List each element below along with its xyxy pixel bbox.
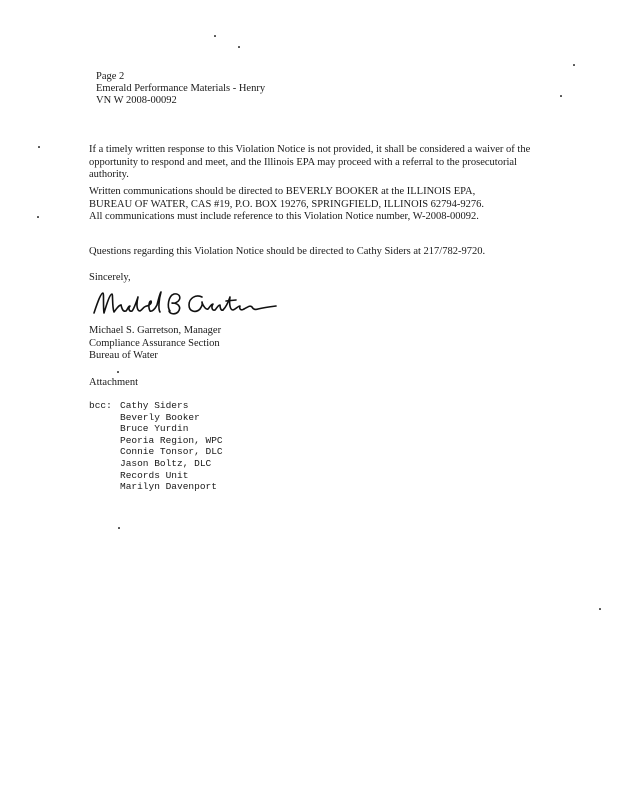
scan-speck xyxy=(38,146,40,148)
paragraph-response-waiver: If a timely written response to this Violation Notice is not provided, it shall be considered a waiver of the opportunity to respond and meet, and the Illinois EPA may proceed with a referral to the prosecutorial authority. xyxy=(89,144,531,180)
closing-salutation: Sincerely, xyxy=(89,272,131,283)
scan-speck xyxy=(117,371,119,373)
signer-section: Compliance Assurance Section xyxy=(89,337,220,349)
bcc-recipient: Records Unit xyxy=(120,469,189,481)
page-header xyxy=(96,71,265,107)
paragraph-written-communications xyxy=(89,186,549,224)
attachment-label: Attachment xyxy=(89,377,138,388)
paragraph-line: Written communications should be directed to BEVERLY BOOKER at the ILLINOIS EPA, xyxy=(89,186,476,197)
bcc-recipient: Cathy Siders xyxy=(120,400,189,411)
scan-speck xyxy=(238,46,240,48)
signature-block xyxy=(89,325,221,363)
violation-notice-number: VN W 2008-00092 xyxy=(96,95,177,106)
bcc-label: bcc: xyxy=(89,400,112,411)
scan-speck xyxy=(37,216,39,218)
signer-name: Michael S. Garretson, Manager xyxy=(89,325,222,336)
signer-bureau: Bureau of Water xyxy=(89,350,158,361)
bcc-recipient: Jason Boltz, DLC xyxy=(120,457,212,469)
bcc-recipient: Peoria Region, WPC xyxy=(120,434,223,446)
bcc-recipient-list xyxy=(120,400,223,493)
bcc-recipient: Bruce Yurdin xyxy=(120,423,189,435)
handwritten-signature xyxy=(90,287,280,321)
scan-speck xyxy=(599,608,601,610)
bcc-recipient: Connie Tonsor, DLC xyxy=(120,446,223,458)
scan-speck xyxy=(214,35,216,37)
scan-speck xyxy=(573,64,575,66)
bcc-recipient: Marilyn Davenport xyxy=(120,481,217,493)
paragraph-questions: Questions regarding this Violation Notice should be directed to Cathy Siders at 217/782-9720. xyxy=(89,246,486,257)
scan-speck xyxy=(118,527,120,529)
paragraph-line: All communications must include reference to this Violation Notice number, W-2008-00092. xyxy=(89,211,479,222)
page-number: Page 2 xyxy=(96,71,125,82)
company-line: Emerald Performance Materials - Henry xyxy=(96,83,266,94)
bcc-recipient: Beverly Booker xyxy=(120,411,200,423)
paragraph-line: BUREAU OF WATER, CAS #19, P.O. BOX 19276, SPRINGFIELD, ILLINOIS 62794-9276. xyxy=(89,198,485,210)
scan-speck xyxy=(560,95,562,97)
